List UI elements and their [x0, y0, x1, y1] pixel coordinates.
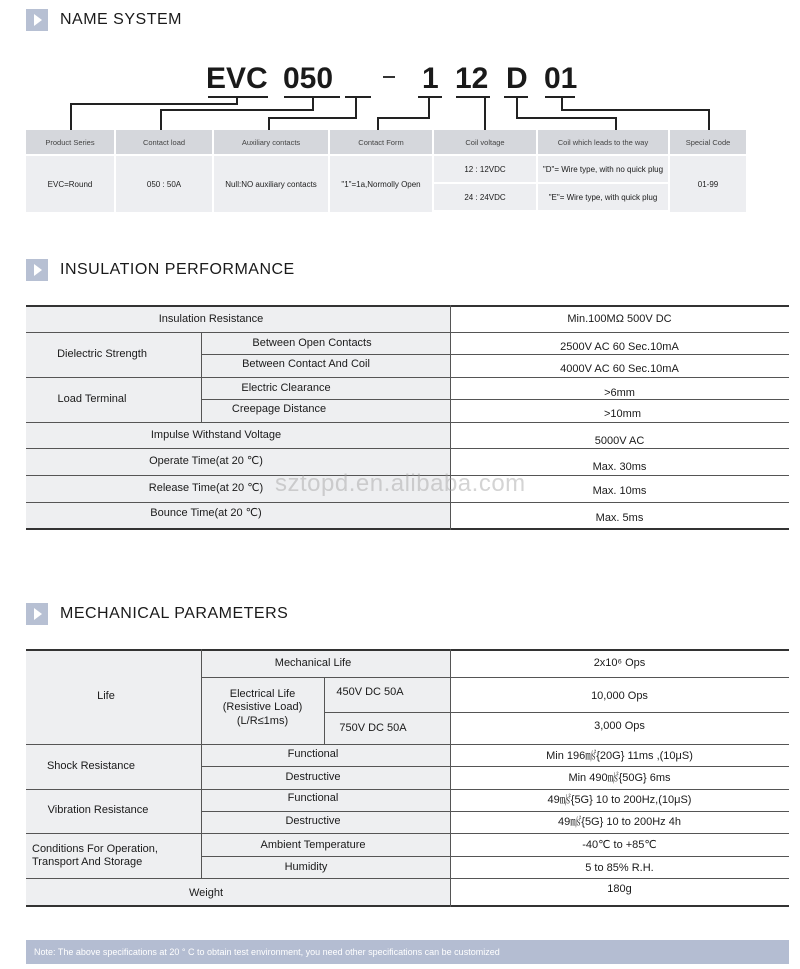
open-contacts-value: 2500V AC 60 Sec.10mA: [560, 340, 679, 353]
code-series: EVC: [206, 62, 268, 95]
insulation-resistance-value: Min.100MΩ 500V DC: [567, 312, 672, 325]
bounce-time-value: Max. 5ms: [595, 512, 644, 525]
conditions-label: Conditions For Operation, Transport And Storage: [32, 842, 158, 868]
weight-label: Weight: [188, 887, 224, 900]
section-title: NAME SYSTEM: [60, 11, 182, 28]
code-load: 050: [283, 62, 334, 95]
shock-functional-value: Min 196㎨{20G} 11ms ,(10μS): [546, 750, 693, 763]
play-arrow-icon: [26, 259, 48, 281]
insulation-resistance-label: Insulation Resistance: [158, 312, 264, 325]
code-form: 1: [422, 62, 439, 95]
vibration-functional-value: 49㎨{5G} 10 to 200Hz,(10μS): [547, 794, 692, 807]
mechanical-table: [26, 649, 789, 907]
vibration-functional-label: Functional: [287, 792, 339, 805]
contact-coil-label: Between Contact And Coil: [242, 358, 370, 371]
name-system-header: [26, 8, 182, 32]
mechanical-header: [26, 602, 288, 626]
vibration-destructive-value: 49㎨{5G} 10 to 200Hz 4h: [558, 816, 681, 829]
elec-450-value: 10,000 Ops: [591, 690, 648, 703]
shock-destructive-label: Destructive: [285, 771, 341, 784]
electric-clearance-label: Electric Clearance: [241, 381, 331, 394]
code-dash: [383, 76, 395, 78]
play-arrow-icon: [26, 9, 48, 31]
release-time-value: Max. 10ms: [592, 485, 647, 498]
creepage-distance-label: Creepage Distance: [231, 403, 327, 416]
impulse-voltage-label: Impulse Withstand Voltage: [150, 428, 282, 441]
ns-col-form: Contact Form "1"=1a,Normolly Open: [330, 130, 432, 212]
load-terminal-label: Load Terminal: [57, 393, 127, 406]
operate-time-label: Operate Time(at 20 ℃): [149, 455, 263, 468]
name-system-table: [26, 130, 746, 212]
ns-col-aux: Auxiliary contacts Null:NO auxiliary contacts: [214, 130, 328, 212]
release-time-label: Release Time(at 20 ℃): [148, 482, 264, 495]
creepage-distance-value: >10mm: [604, 408, 641, 421]
code-special: 01: [544, 62, 578, 95]
watermark: sztopd.en.alibaba.com: [275, 470, 526, 497]
vibration-resistance-label: Vibration Resistance: [47, 804, 149, 817]
section-title: INSULATION PERFORMANCE: [60, 261, 295, 278]
ns-col-load: Contact load 050 : 50A: [116, 130, 212, 212]
ambient-temperature-label: Ambient Temperature: [260, 838, 366, 851]
humidity-label: Humidity: [284, 860, 328, 873]
vibration-destructive-label: Destructive: [285, 815, 341, 828]
code-lead: D: [506, 62, 528, 95]
ns-col-coil: Coil voltage 12 : 12VDC 24 : 24VDC: [434, 130, 536, 212]
impulse-voltage-value: 5000V AC: [594, 434, 645, 447]
ns-col-series: Product Series EVC=Round: [26, 130, 114, 212]
code-coil: 12: [455, 62, 489, 95]
ns-col-lead: Coil which leads to the way "D"= Wire type, with no quick plug "E"= Wire type, with quick plug: [538, 130, 668, 212]
shock-functional-label: Functional: [287, 748, 339, 761]
elec-450-label: 450V DC 50A: [336, 686, 404, 699]
mechanical-life-value: 2x10⁶ Ops: [593, 657, 646, 670]
ns-col-special: Special Code 01-99: [670, 130, 746, 212]
play-arrow-icon: [26, 603, 48, 625]
ambient-temperature-value: -40℃ to +85℃: [582, 838, 657, 851]
bounce-time-label: Bounce Time(at 20 ℃): [150, 507, 262, 520]
shock-destructive-value: Min 490㎨{50G} 6ms: [568, 772, 671, 785]
humidity-value: 5 to 85% R.H.: [585, 861, 654, 874]
operate-time-value: Max. 30ms: [592, 461, 647, 474]
electrical-life-label: Electrical Life (Resistive Load) (L/R≤1ms): [222, 688, 303, 727]
electric-clearance-value: >6mm: [604, 386, 635, 399]
note-bar: Note: The above specifications at 20 ° C to obtain test environment, you need other specifications can be customized: [26, 940, 789, 964]
insulation-header: [26, 258, 295, 282]
contact-coil-value: 4000V AC 60 Sec.10mA: [560, 363, 679, 376]
elec-750-value: 3,000 Ops: [594, 720, 645, 733]
section-title: MECHANICAL PARAMETERS: [60, 605, 289, 622]
weight-value: 180g: [607, 883, 632, 896]
mechanical-life-label: Mechanical Life: [274, 657, 352, 670]
life-label: Life: [97, 689, 115, 702]
shock-resistance-label: Shock Resistance: [46, 760, 136, 773]
dielectric-strength-label: Dielectric Strength: [57, 348, 147, 361]
elec-750-label: 750V DC 50A: [339, 722, 407, 735]
open-contacts-label: Between Open Contacts: [252, 336, 372, 349]
